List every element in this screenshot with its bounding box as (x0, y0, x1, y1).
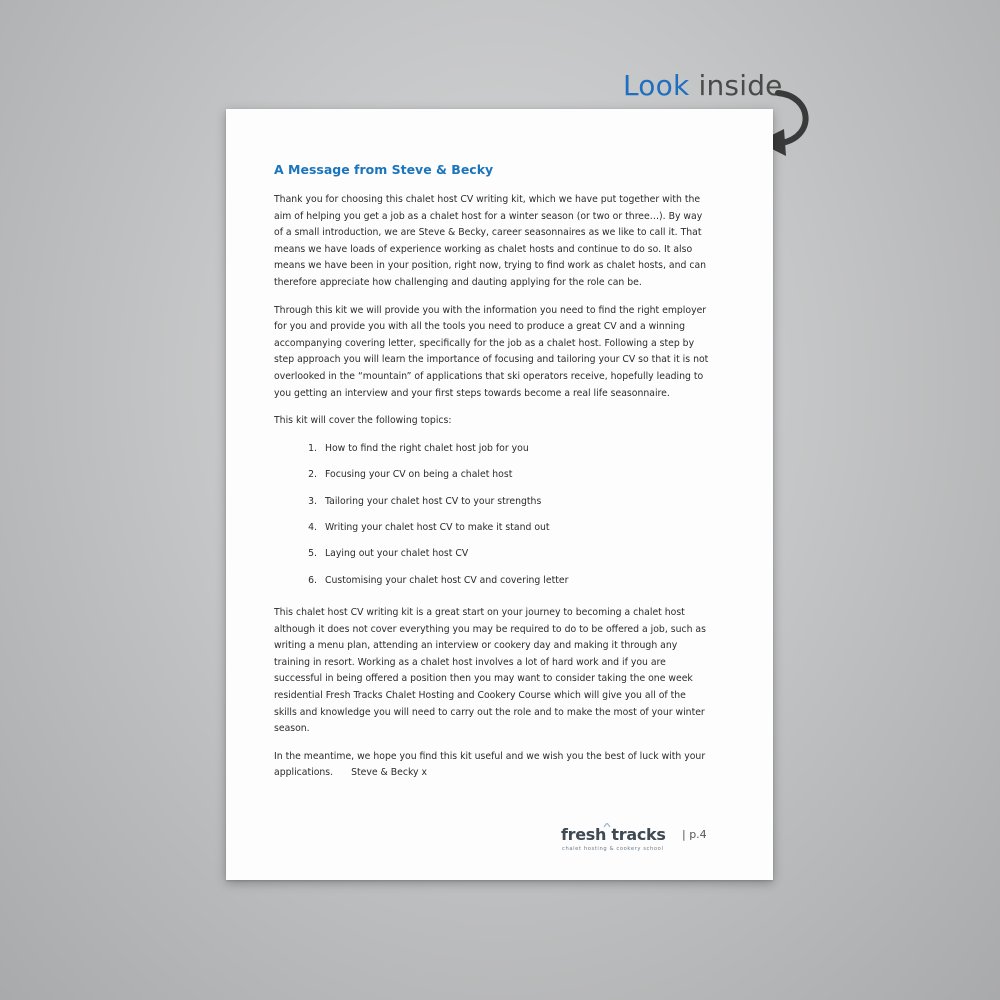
final-paragraph (274, 749, 710, 782)
topic-number: 1. (308, 442, 317, 454)
topic-text: Focusing your CV on being a chalet host (325, 469, 513, 481)
topic-number: 6. (308, 574, 317, 586)
closing-paragraph: This chalet host CV writing kit is a great start on your journey to becoming a chalet host although it does not cover everything you may be required to do to be offered a job, such as writing a menu plan, attending an interview or cookery day and making it through any training in resort. Working as a chalet host involves a lot of hard work and if you are successful in being offered a position then you may want to consider taking the one week residential Fresh Tracks Chalet Hosting and Cookery Course which will give you all of the skills and knowledge you will need to carry out the role and to make the most of your winter season. (274, 607, 706, 735)
page-footer (560, 823, 750, 855)
page-content (274, 161, 710, 793)
list-item (274, 494, 710, 520)
intro-paragraph: Thank you for choosing this chalet host CV writing kit, which we have put together with the aim of helping you get a job as a chalet host for a winter season (or two or three…). By way of a small introduction, we are Steve & Becky, career seasonnaires as we like to call it. That means we have loads of experience working as chalet hosts and continue to do so. It also means we have been in your position, right now, trying to find work as chalet hosts, and can therefore appreciate how challenging and dauting applying for the role can be. (274, 194, 707, 288)
fresh-tracks-logo (560, 823, 670, 855)
topics-intro: This kit will cover the following topics: (274, 415, 452, 427)
look-word: Look (623, 69, 690, 102)
list-item (274, 546, 710, 572)
topic-text: Writing your chalet host CV to make it stand out (325, 521, 550, 533)
page-heading: A Message from Steve & Becky (274, 162, 494, 177)
topic-text: How to find the right chalet host job for you (325, 442, 529, 454)
kit-paragraph: Through this kit we will provide you with the information you need to find the right employer for you and provide you with all the tools you need to produce a great CV and a winning accompanying covering letter, specifically for the job as a chalet host. Following a step by step approach you will learn the importance of focusing and tailoring your CV so that it is not overlooked in the “mountain” of applications that ski operators receive, hopefully leading to you getting an interview and your first steps towards become a real life seasonnaire. (274, 304, 709, 399)
list-item (274, 573, 710, 599)
topic-number: 3. (308, 495, 317, 507)
topic-text: Laying out your chalet host CV (325, 548, 469, 560)
topics-list (274, 441, 710, 599)
list-item (274, 520, 710, 546)
topic-number: 5. (308, 548, 317, 560)
svg-text:fresh tracks: fresh tracks (561, 825, 666, 844)
inside-word: inside (698, 69, 783, 102)
topic-number: 4. (308, 521, 317, 533)
list-item (274, 467, 710, 493)
topic-number: 2. (308, 469, 317, 481)
document-page (226, 109, 773, 880)
page-number: | p.4 (682, 828, 707, 841)
list-item (274, 441, 710, 467)
svg-text:chalet hosting & cookery schoo: chalet hosting & cookery school (562, 846, 664, 852)
topic-text: Customising your chalet host CV and covering letter (325, 574, 569, 586)
signoff: Steve & Becky x (351, 767, 427, 779)
final-text: In the meantime, we hope you find this kit useful and we wish you the best of luck with your applications. (274, 750, 706, 779)
topic-text: Tailoring your chalet host CV to your strengths (325, 495, 542, 507)
